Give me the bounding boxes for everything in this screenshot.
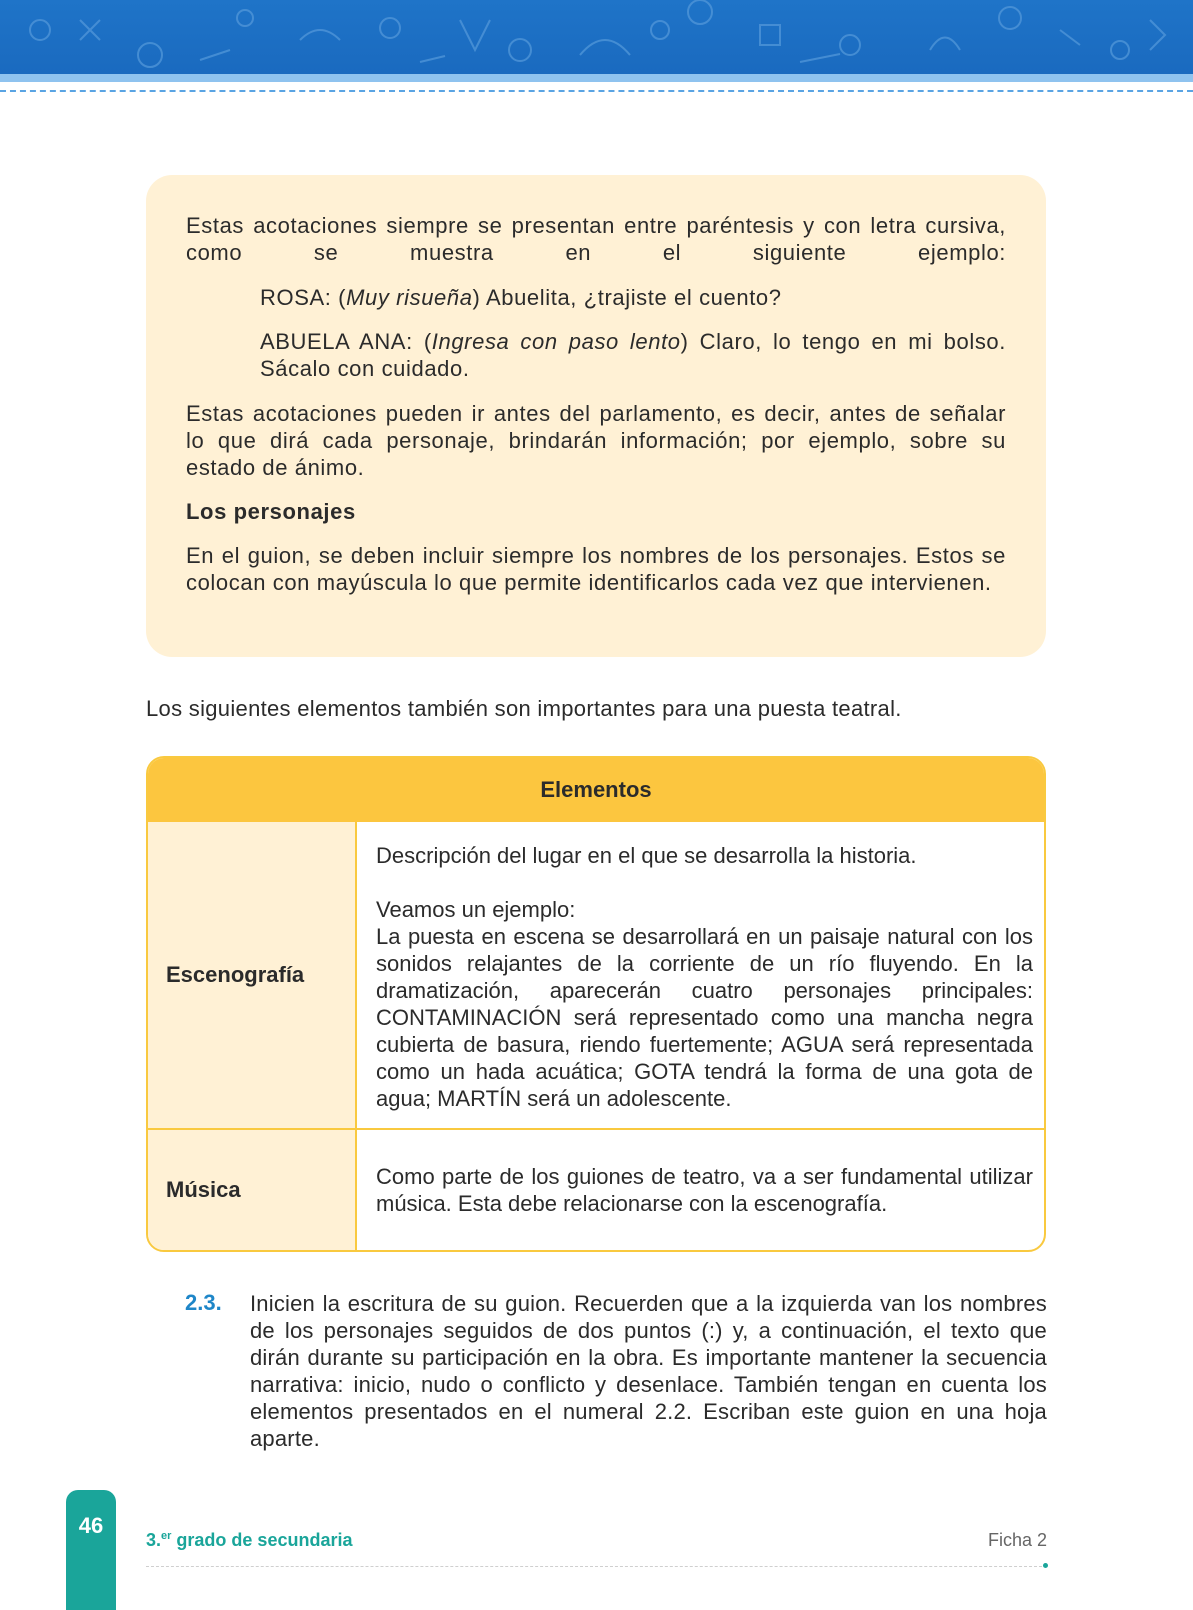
- footer-dashed-line: [146, 1566, 1042, 1567]
- footer-dot-icon: [1043, 1563, 1048, 1568]
- info-paragraph-1-text: Estas acotaciones siempre se presentan entre paréntesis y con letra cursiva, como se muestra en el siguiente ejemplo:: [186, 213, 1006, 265]
- escenografia-example-text: La puesta en escena se desarrollará en un paisaje natural con los sonidos relajantes de la corriente de un río fluyendo. En la dramatización, aparecerán cuatro personajes principales: CONTAMINACIÓN será representado como una mancha negra cubierta de basura, riendo fuertemente; AGUA será representada como un hada acuática; GOTA tendrá la forma de una gota de agua; MARTÍN será un adolescente.: [376, 924, 1033, 1111]
- example-abuela-acotacion: Ingresa con paso lento: [431, 329, 681, 354]
- example-abuela-speaker: ABUELA ANA: (: [260, 329, 432, 354]
- example-rosa-line: ) Abuelita, ¿trajiste el cuento?: [472, 285, 782, 310]
- page-number-tab: [66, 1490, 116, 1610]
- escenografia-definition: Descripción del lugar en el que se desarrolla la historia.: [376, 843, 917, 868]
- header-strip: [0, 74, 1193, 82]
- footer-ficha: Ficha 2: [987, 1530, 1047, 1550]
- personajes-heading: Los personajes: [186, 499, 356, 524]
- footer-grade-label: grado de secundaria: [171, 1530, 353, 1550]
- example-abuela-line: ) Claro, lo tengo en mi bolso. Sácalo con cuidado.: [260, 329, 1006, 381]
- table-row-label: Escenografía: [166, 962, 305, 987]
- footer-grade-ordinal: er: [161, 1530, 172, 1542]
- footer-grade-number: 3.: [146, 1530, 162, 1550]
- intro-sentence: Los siguientes elementos también son importantes para una puesta teatral.: [146, 696, 902, 721]
- table-row-description: [376, 1163, 1033, 1217]
- header-dashed-line: [0, 90, 1193, 92]
- table-row-label: Música: [166, 1177, 241, 1202]
- header-banner: [0, 0, 1193, 74]
- table-row-description: [376, 842, 1033, 1112]
- doodle-pattern-icon: [0, 0, 1193, 74]
- task-number: 2.3.: [185, 1290, 222, 1315]
- table-header: Elementos: [148, 758, 1044, 822]
- elements-table: [146, 756, 1046, 1252]
- info-paragraph-1: [186, 212, 1006, 266]
- example-rosa: [260, 284, 1006, 311]
- page-number: 46: [78, 1513, 104, 1538]
- example-abuela: [260, 328, 1006, 382]
- footer-grade: [146, 1530, 352, 1551]
- info-paragraph-3-text: En el guion, se deben incluir siempre los nombres de los personajes. Estos se colocan con mayúscula lo que permite identificarlos cada vez que intervienen.: [186, 543, 1006, 595]
- example-rosa-speaker: ROSA: (: [260, 285, 347, 310]
- musica-definition: Como parte de los guiones de teatro, va a ser fundamental utilizar música. Esta debe relacionarse con la escenografía.: [376, 1164, 1033, 1216]
- info-paragraph-3: [186, 542, 1006, 596]
- task-instructions: Inicien la escritura de su guion. Recuerden que a la izquierda van los nombres de los personajes seguidos de dos puntos (:) y, a continuación, el texto que dirán durante su participación en la obra. Es importante mantener la secuencia narrativa: inicio, nudo o conflicto y desenlace. También tengan en cuenta los elementos presentados en el numeral 2.2. Escriban este guion en una hoja aparte.: [250, 1291, 1047, 1451]
- escenografia-example-label: Veamos un ejemplo:: [376, 897, 576, 922]
- example-rosa-acotacion: Muy risueña: [346, 285, 473, 310]
- info-paragraph-2-text: Estas acotaciones pueden ir antes del parlamento, es decir, antes de señalar lo que dirá cada personaje, brindarán información; por ejemplo, sobre su estado de ánimo.: [186, 401, 1006, 480]
- info-paragraph-2: [186, 400, 1006, 481]
